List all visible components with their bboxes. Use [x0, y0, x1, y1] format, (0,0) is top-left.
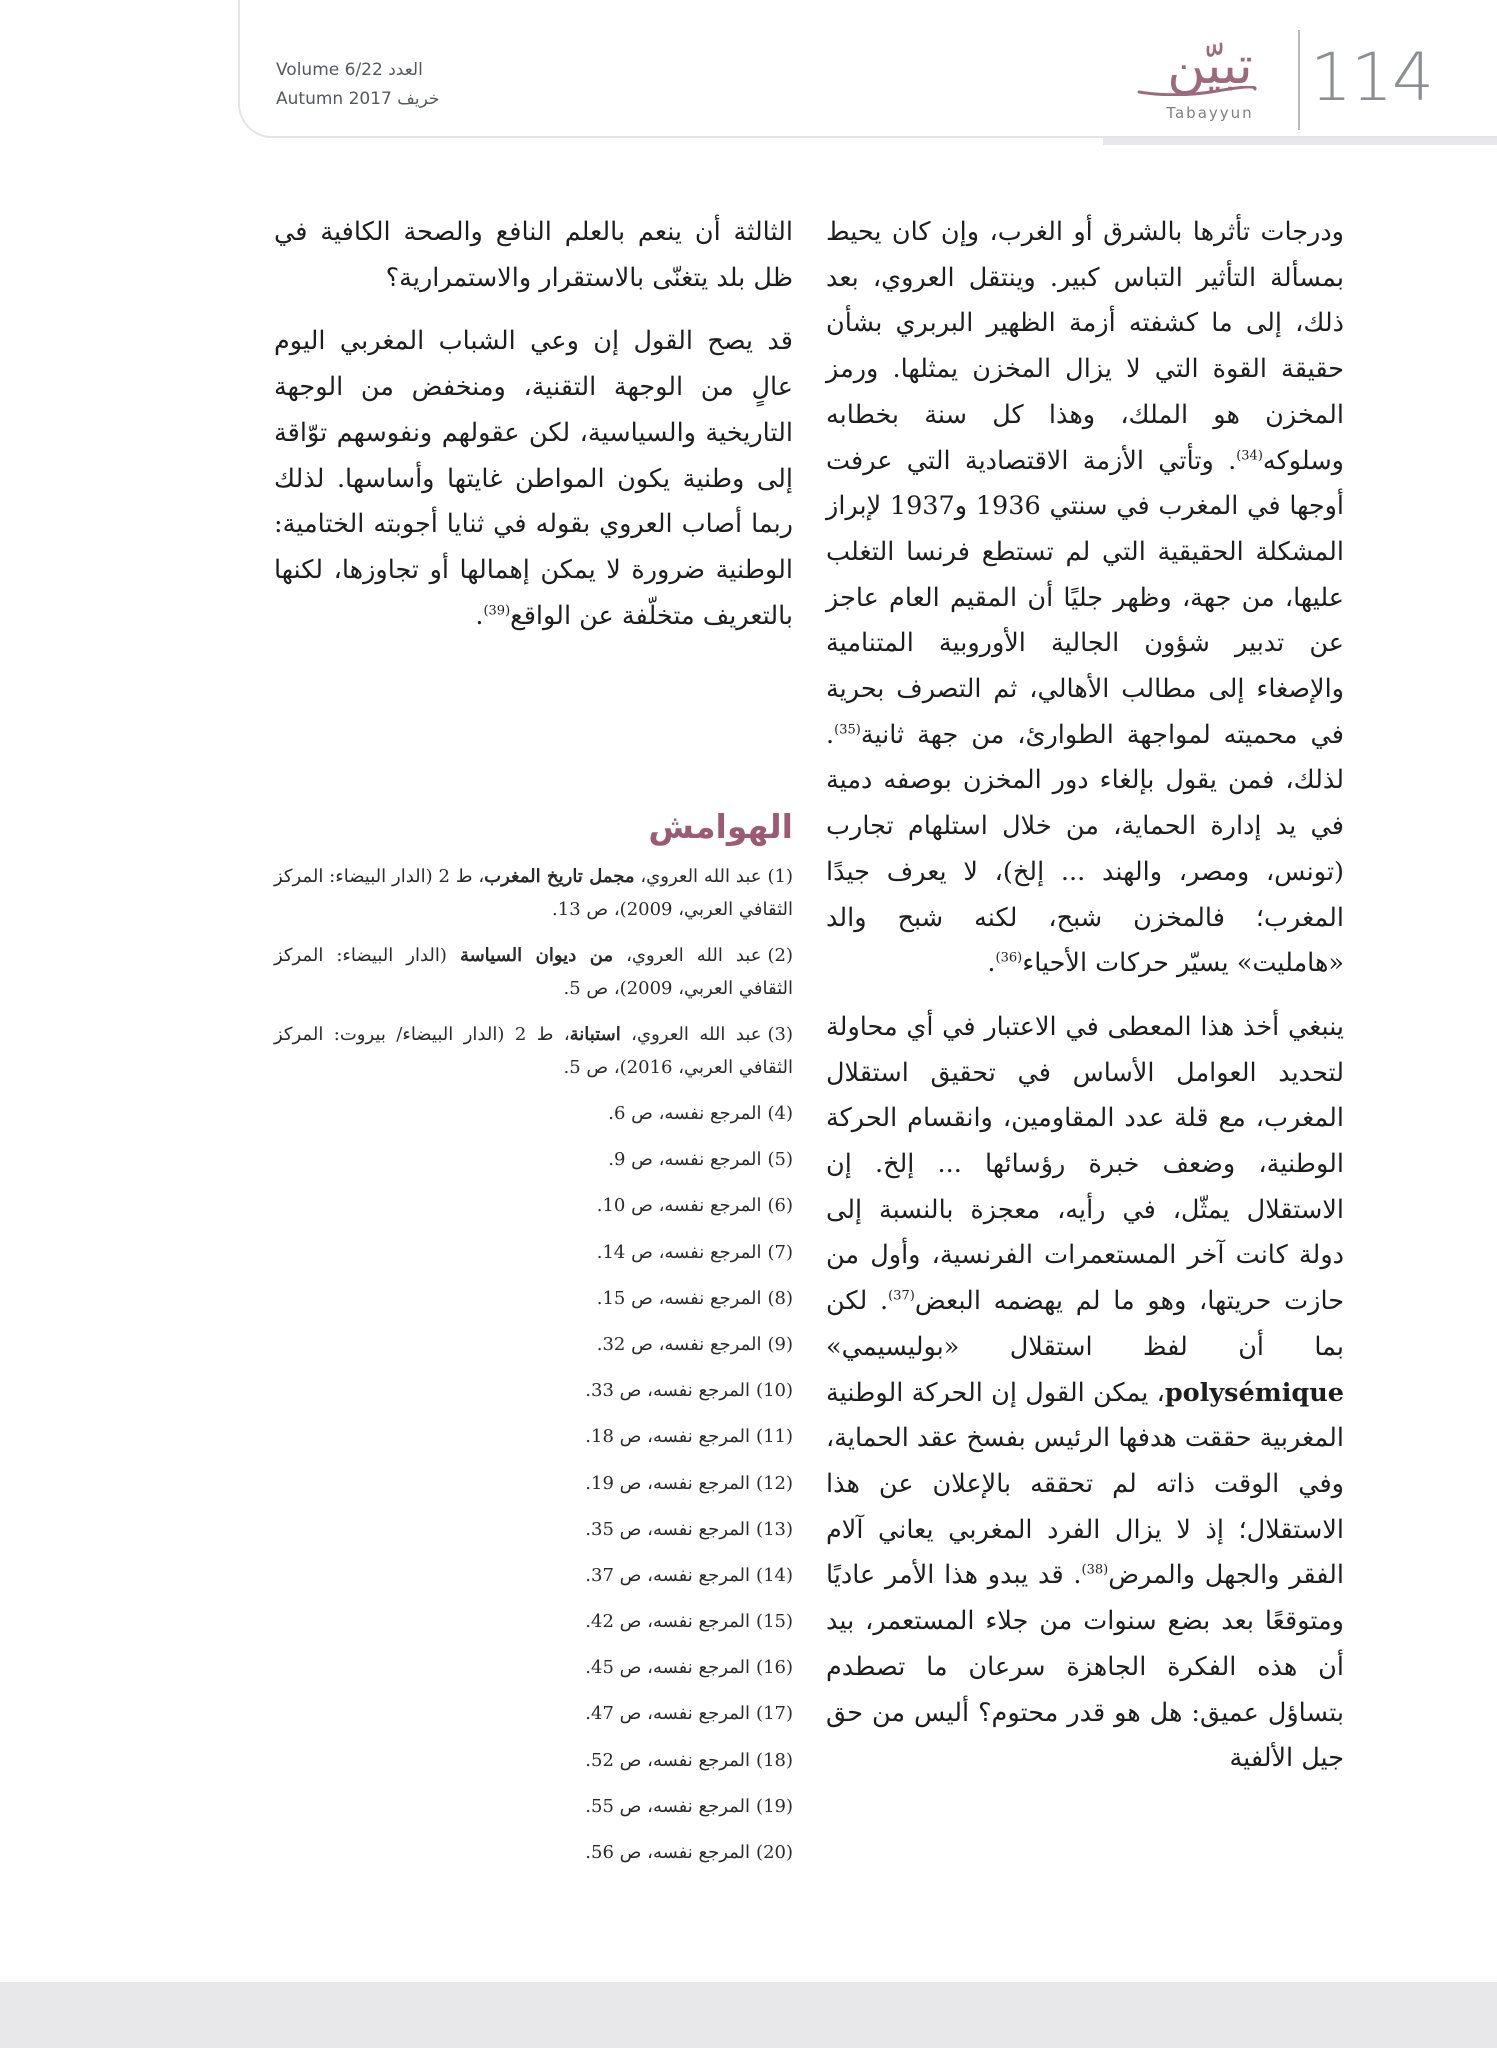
footnote-item	[274, 939, 793, 1005]
footnote-number: (19)	[756, 1795, 793, 1817]
footnote-text: المرجع نفسه، ص 45.	[585, 1657, 751, 1679]
footnote-item	[274, 1328, 793, 1361]
footnote-text: المرجع نفسه، ص 6.	[608, 1103, 762, 1124]
footnote-book-title: مجمل تاريخ المغرب	[484, 866, 635, 887]
footnote-item	[274, 1744, 793, 1777]
footnote-item	[274, 1189, 793, 1222]
footnote-item	[274, 1143, 793, 1176]
footnote-text: عبد الله العروي،	[620, 1024, 762, 1045]
paragraph	[274, 319, 793, 639]
footnote-item	[274, 1513, 793, 1546]
page-footer-band	[0, 1982, 1497, 2048]
footnote-number: (5)	[767, 1149, 793, 1171]
footnote-ref: (35)	[834, 722, 861, 738]
footnote-text: المرجع نفسه، ص 37.	[585, 1564, 751, 1586]
footnote-text: المرجع نفسه، ص 47.	[585, 1703, 751, 1725]
footnote-item	[274, 1605, 793, 1638]
footnote-ref: (37)	[888, 1288, 915, 1304]
journal-name-latin: Tabayyun	[1166, 104, 1254, 122]
footnote-number: (20)	[756, 1842, 793, 1863]
issue-season: Autumn 2017 خريف	[276, 89, 440, 109]
footnote-item	[274, 1836, 793, 1869]
paragraph-text: .	[475, 600, 484, 631]
footnote-text: المرجع نفسه، ص 10.	[596, 1195, 762, 1217]
paragraph-text: ينبغي أخذ هذا المعطى في الاعتبار في أي محاولة لتحديد العوامل الأساس في تحقيق استقلال المغرب، مع قلة عدد المقاومين، وانقسام الحركة الوطنية، وضعف خبرة رؤسائها ... إلخ. إن الاستقلال يمثّل، في رأيه، معجزة بالنسبة إلى دولة كانت آخر المستعمرات الفرنسية، وأول من حازت حريتها، وهو ما لم يهضمه البعض	[826, 1011, 1344, 1317]
footnotes-heading: الهوامش	[648, 807, 793, 846]
footnote-text: المرجع نفسه، ص 42.	[585, 1611, 751, 1633]
footnotes-list	[274, 860, 793, 1882]
footnote-number: (12)	[756, 1472, 793, 1494]
footnote-item	[274, 1282, 793, 1315]
footnote-text: (الدار البيضاء: المركز الثقافي العربي، 2009)، ص 5.	[274, 945, 793, 999]
footnote-item	[274, 1018, 793, 1084]
footnote-ref: (36)	[995, 950, 1023, 966]
footnote-text: المرجع نفسه، ص 9.	[608, 1149, 762, 1171]
footnote-item	[274, 1651, 793, 1684]
footnote-item	[274, 860, 793, 926]
footnote-number: (10)	[756, 1380, 793, 1402]
footnote-number: (3)	[767, 1024, 794, 1045]
footnote-number: (15)	[756, 1611, 793, 1633]
footnote-number: (2)	[767, 945, 793, 966]
paragraph	[826, 1005, 1344, 1782]
footnote-item	[274, 1467, 793, 1500]
footnote-number: (14)	[756, 1564, 793, 1586]
paragraph-text: . لذلك، فمن يقول بإلغاء دور المخزن بوصفه دمية في يد إدارة الحماية، من خلال استلهام تجارب (تونس، ومصر، والهند ... إلخ)، لا يعرف جيدًا المغرب؛ فالمخزن شبح، لكنه شبح والد «هامليت» يسيّر حركات الأحياء	[826, 719, 1344, 979]
footnote-item	[274, 1790, 793, 1823]
latin-term: polysémique	[1164, 1377, 1344, 1408]
footnote-number: (16)	[756, 1657, 793, 1679]
paragraph	[826, 210, 1344, 987]
body-column-left	[274, 210, 793, 639]
footnote-number: (11)	[756, 1426, 793, 1448]
footnote-number: (7)	[767, 1241, 793, 1263]
footnote-text: المرجع نفسه، ص 14.	[596, 1241, 762, 1263]
footnote-book-title: استبانة	[569, 1024, 621, 1045]
paragraph-text: . قد يبدو هذا الأمر عاديًا ومتوقعًا بعد بضع سنوات من جلاء المستعمر، بيد أن هذه الفكرة الجاهزة سرعان ما تصطدم بتساؤل عميق: هل هو قدر محتوم؟ أليس من حق جيل الألفية	[826, 1560, 1344, 1774]
paragraph-text: ودرجات تأثرها بالشرق أو الغرب، وإن كان يحيط بمسألة التأثير التباس كبير. وينتقل العروي، بعد ذلك، إلى ما كشفته أزمة الظهير البربري بشأن حقيقة القوة التي لا يزال المخزن يمثلها. ورمز المخزن هو الملك، وهذا كل سنة بخطابه وسلوكه	[826, 217, 1344, 476]
page-number: 114	[1310, 39, 1433, 116]
footnote-number: (17)	[756, 1703, 793, 1725]
footnote-text: المرجع نفسه، ص 18.	[585, 1426, 751, 1448]
footnote-text: المرجع نفسه، ص 19.	[585, 1472, 751, 1494]
footnote-number: (13)	[756, 1518, 793, 1540]
footnote-text: المرجع نفسه، ص 55.	[585, 1795, 751, 1817]
paragraph-text: ، يمكن القول إن الحركة الوطنية المغربية حققت هدفها الرئيس بفسخ عقد الحماية، وفي الوقت ذاته لم تحققه بالإعلان عن هذا الاستقلال؛ إذ لا يزال الفرد المغربي يعاني آلام الفقر والجهل والمرض	[826, 1377, 1344, 1591]
logo-swash-icon	[1137, 86, 1257, 96]
footnote-text: ، ط 2 (الدار البيضاء/ بيروت: المركز الثقافي العربي، 2016)، ص 5.	[274, 1024, 793, 1078]
footnote-number: (18)	[756, 1749, 793, 1771]
footnote-text: ، ط 2 (الدار البيضاء: المركز الثقافي العربي، 2009)، ص 13.	[274, 866, 793, 920]
footnote-item	[274, 1097, 793, 1130]
footnote-text: المرجع نفسه، ص 52.	[585, 1749, 751, 1771]
footnote-text: المرجع نفسه، ص 32.	[596, 1333, 762, 1355]
footnote-item	[274, 1420, 793, 1453]
paragraph: الثالثة أن ينعم بالعلم النافع والصحة الكافية في ظل بلد يتغنّى بالاستقرار والاستمرارية؟	[274, 217, 793, 293]
footnote-item	[274, 1374, 793, 1407]
footnote-book-title: من ديوان السياسة	[459, 945, 614, 966]
footnote-number: (6)	[767, 1195, 793, 1217]
footnote-text: المرجع نفسه، ص 35.	[585, 1518, 751, 1540]
footnote-item	[274, 1559, 793, 1592]
footnote-ref: (39)	[483, 603, 511, 619]
footnote-number: (9)	[767, 1333, 793, 1355]
issue-volume: Volume 6/22 العدد	[276, 60, 423, 80]
footnote-ref: (34)	[1236, 448, 1263, 464]
footnote-text: المرجع نفسه، ص 56.	[585, 1842, 751, 1863]
footnote-item	[274, 1697, 793, 1730]
footnote-number: (1)	[767, 866, 794, 887]
footnote-ref: (38)	[1081, 1562, 1109, 1578]
paragraph-text: . لكن بما أن لفظ استقلال «بوليسيمي»	[826, 1286, 1344, 1362]
footnote-text: عبد الله العروي،	[613, 945, 762, 966]
footnote-text: المرجع نفسه، ص 15.	[596, 1287, 762, 1309]
paragraph-text: قد يصح القول إن وعي الشباب المغربي اليوم عالٍ من الوجهة التقنية، ومنخفض من الوجهة التاريخية والسياسية، لكن عقولهم ونفوسهم توّاقة إلى وطنية يكون المواطن غايتها وأساسها. لذلك ربما أصاب العروي بقوله في ثنايا أجوبته الختامية: الوطنية ضرورة لا يمكن إهمالها أو تجاوزها، لكنها بالتعريف متخلّفة عن الواقع	[274, 326, 793, 631]
footnote-text: المرجع نفسه، ص 33.	[585, 1380, 751, 1402]
footnote-item	[274, 1236, 793, 1269]
paragraph-text: .	[987, 948, 996, 979]
header-divider	[1298, 30, 1300, 130]
footnote-number: (4)	[767, 1103, 793, 1124]
footnote-number: (8)	[767, 1287, 793, 1309]
journal-logo: تبيّن	[1167, 36, 1253, 96]
body-column-right	[826, 210, 1344, 1782]
paragraph-text: . وتأتي الأزمة الاقتصادية التي عرفت أوجها في المغرب في سنتي 1936 و1937 لإبراز المشكلة الحقيقية التي لم تستطع فرنسا التغلب عليها، من جهة، وظهر جليًا أن المقيم العام عاجز عن تدبير شؤون الجالية الأوروبية المتنامية والإصغاء إلى مطالب الأهالي، ثم التصرف بحرية في محميته لمواجهة الطوارئ، من جهة ثانية	[826, 445, 1345, 750]
footnote-text: عبد الله العروي،	[634, 866, 762, 887]
